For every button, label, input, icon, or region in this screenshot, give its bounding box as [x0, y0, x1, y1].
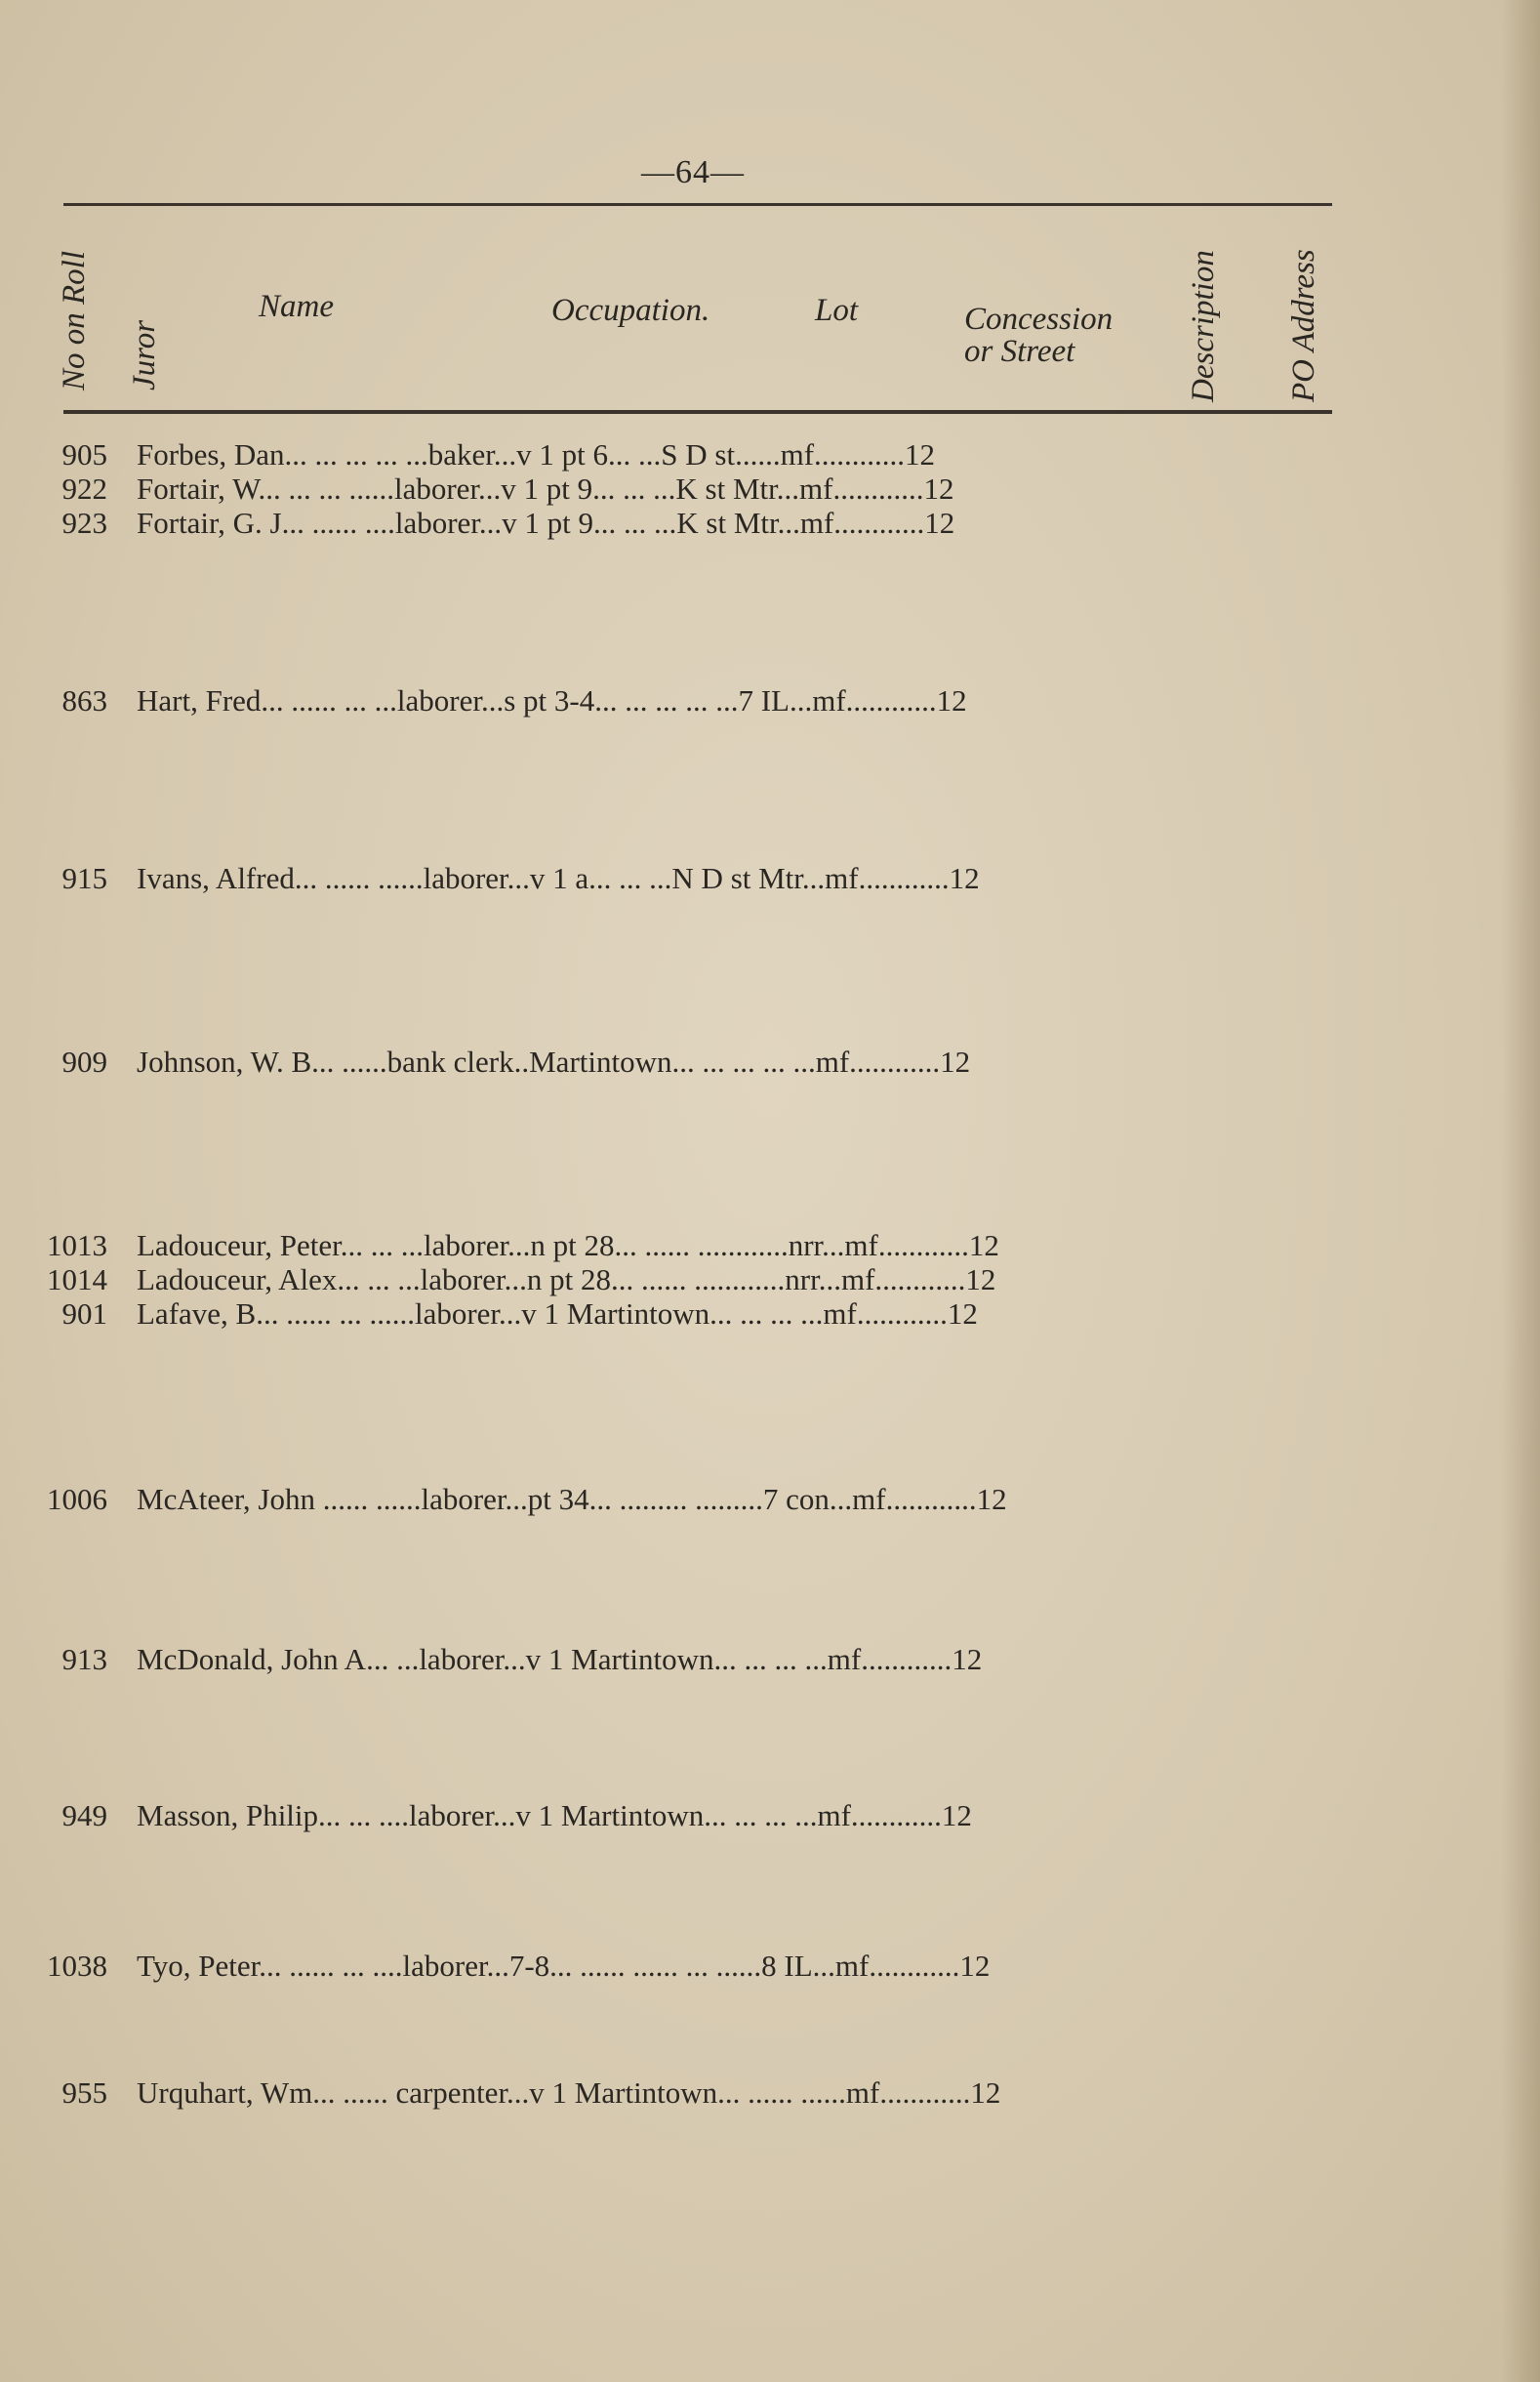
- entry-row: [0, 506, 1366, 545]
- entry-text: Ivans, Alfred... ...... ......laborer...v 1 a... ... ...N D st Mtr...mf............12: [137, 861, 980, 895]
- roll-number: 923: [61, 506, 107, 540]
- roll-number: 1006: [47, 1482, 107, 1516]
- page-number: —64—: [641, 154, 745, 190]
- entry-text: McAteer, John ...... ......laborer...pt 34... ......... .........7 con...mf............12: [137, 1482, 1007, 1516]
- roll-number: 905: [61, 437, 107, 472]
- entry-row: [0, 472, 1366, 511]
- entry-row: [0, 1045, 1366, 1084]
- roll-number: 1013: [47, 1228, 107, 1262]
- entry-row: [0, 1296, 1366, 1335]
- roll-number: 915: [61, 861, 107, 895]
- entry-text: Ladouceur, Alex... ... ...laborer...n pt 28... ...... ............nrr...mf............12: [137, 1262, 996, 1296]
- entry-row: [0, 1228, 1366, 1267]
- entry-text: Masson, Philip... ... ....laborer...v 1 Martintown... ... ... ...mf............12: [137, 1798, 972, 1832]
- roll-number: 922: [61, 472, 107, 506]
- roll-number: 1014: [47, 1262, 107, 1296]
- header-concession: Concession: [964, 302, 1114, 337]
- entry-row: [0, 2075, 1366, 2115]
- entry-row: [0, 1482, 1366, 1521]
- entry-text: Ladouceur, Peter... ... ...laborer...n pt 28... ...... ............nrr...mf............12: [137, 1228, 999, 1262]
- entry-text: Fortair, G. J... ...... ....laborer...v 1 pt 9... ... ...K st Mtr...mf............12: [137, 506, 955, 540]
- header-or-street: or Street: [964, 334, 1075, 369]
- entry-row: [0, 683, 1366, 722]
- entry-text: Johnson, W. B... ......bank clerk..Martintown... ... ... ... ...mf............12: [137, 1045, 971, 1079]
- entry-row: [0, 1262, 1366, 1301]
- roll-number: 1038: [47, 1949, 107, 1983]
- page-edge-shadow: [1501, 0, 1540, 2382]
- entry-row: [0, 1949, 1366, 1988]
- entry-text: Tyo, Peter... ...... ... ....laborer...7-8... ...... ...... ... ......8 IL...mf............12: [137, 1949, 991, 1983]
- entry-row: [0, 861, 1366, 900]
- entry-text: Hart, Fred... ...... ... ...laborer...s pt 3-4... ... ... ... ...7 IL...mf............12: [137, 683, 967, 718]
- header-name: Name: [259, 289, 334, 324]
- entry-text: Forbes, Dan... ... ... ... ...baker...v 1 pt 6... ...S D st......mf............12: [137, 437, 936, 472]
- entry-text: McDonald, John A... ...laborer...v 1 Martintown... ... ... ...mf............12: [137, 1642, 983, 1676]
- header-lot: Lot: [815, 293, 859, 328]
- entry-row: [0, 1642, 1366, 1681]
- entry-text: Urquhart, Wm... ...... carpenter...v 1 Martintown... ...... ......mf............12: [137, 2075, 1001, 2110]
- roll-number: 901: [61, 1296, 107, 1331]
- entry-text: Lafave, B... ...... ... ......laborer...v 1 Martintown... ... ... ...mf............12: [137, 1296, 978, 1331]
- entry-row: [0, 1798, 1366, 1837]
- header-occupation: Occupation.: [551, 293, 710, 328]
- entry-text: Fortair, W... ... ... ......laborer...v 1 pt 9... ... ...K st Mtr...mf............12: [137, 472, 954, 506]
- roll-number: 949: [61, 1798, 107, 1832]
- header-po-address: PO Address: [1286, 249, 1321, 402]
- header-no-on-roll: No on Roll: [57, 250, 92, 390]
- header-description: Description: [1186, 250, 1221, 402]
- entry-row: [0, 437, 1366, 476]
- roll-number: 913: [61, 1642, 107, 1676]
- roll-number: 863: [61, 683, 107, 718]
- roll-number: 909: [61, 1045, 107, 1079]
- roll-number: 955: [61, 2075, 107, 2110]
- header-juror: Juror: [127, 319, 162, 390]
